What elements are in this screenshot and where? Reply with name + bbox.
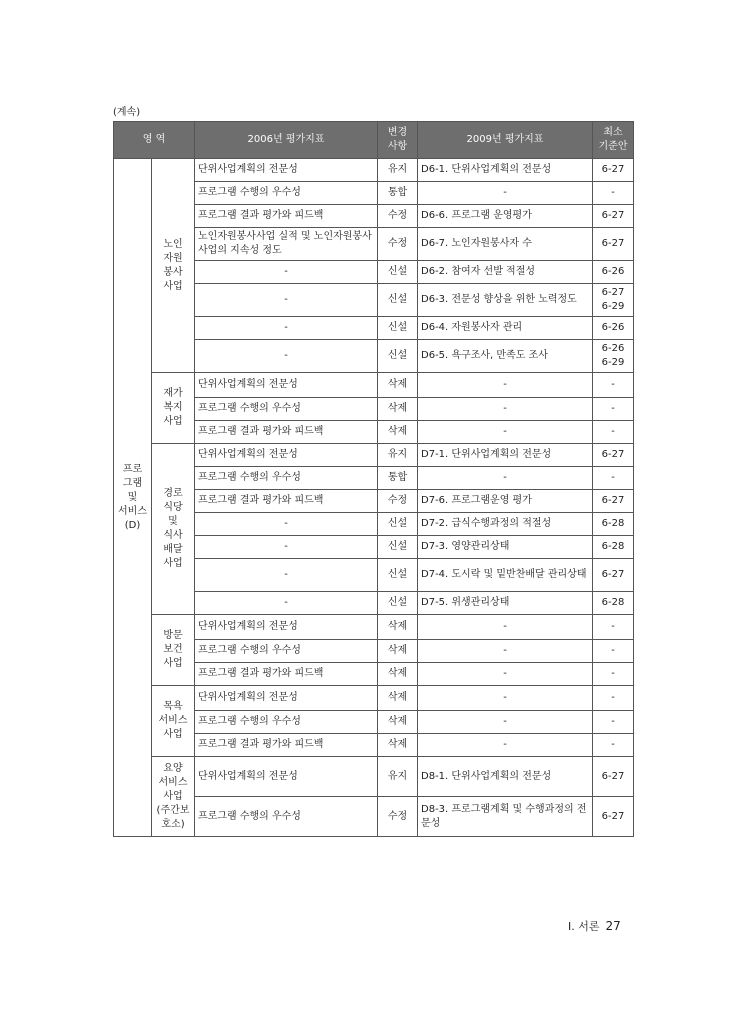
change-cell: 삭제: [378, 615, 418, 640]
sub-area-cell: 요양 서비스 사업 (주간보 호소): [152, 757, 195, 837]
min-standard-cell: -: [593, 398, 634, 421]
header-min: 최소 기준안: [593, 122, 634, 159]
indicator-2009-cell: D8-1. 단위사업계획의 전문성: [418, 757, 593, 797]
indicator-2006-cell: -: [195, 317, 378, 340]
change-cell: 수정: [378, 205, 418, 228]
indicator-2009-cell: D7-6. 프로그램운영 평가: [418, 490, 593, 513]
min-standard-cell: 6-27: [593, 159, 634, 182]
page-number: 27: [605, 919, 621, 933]
indicator-2006-cell: -: [195, 340, 378, 373]
indicator-2009-cell: -: [418, 467, 593, 490]
change-cell: 신설: [378, 284, 418, 317]
table-row: [114, 159, 634, 182]
indicator-2006-cell: 프로그램 결과 평가와 피드백: [195, 421, 378, 444]
indicator-2009-cell: -: [418, 734, 593, 757]
table-row: [114, 615, 634, 640]
indicator-2009-cell: D7-1. 단위사업계획의 전문성: [418, 444, 593, 467]
change-cell: 통합: [378, 182, 418, 205]
min-standard-cell: -: [593, 686, 634, 711]
table-body: [114, 159, 634, 837]
indicator-2006-cell: 단위사업계획의 전문성: [195, 686, 378, 711]
change-cell: 신설: [378, 317, 418, 340]
change-cell: 수정: [378, 797, 418, 837]
header-2009: 2009년 평가지표: [418, 122, 593, 159]
change-cell: 신설: [378, 513, 418, 536]
page-footer: [568, 918, 621, 934]
min-standard-cell: 6-28: [593, 513, 634, 536]
indicator-2009-cell: -: [418, 663, 593, 686]
indicator-2009-cell: D6-2. 참여자 선발 적절성: [418, 261, 593, 284]
change-cell: 수정: [378, 490, 418, 513]
indicator-2009-cell: -: [418, 640, 593, 663]
min-standard-cell: 6-27: [593, 205, 634, 228]
indicator-2006-cell: 노인자원봉사사업 실적 및 노인자원봉사사업의 지속성 정도: [195, 228, 378, 261]
sub-area-cell: 노인 자원 봉사 사업: [152, 159, 195, 373]
change-cell: 유지: [378, 757, 418, 797]
min-standard-cell: -: [593, 373, 634, 398]
indicator-2009-cell: D8-3. 프로그램계획 및 수행과정의 전문성: [418, 797, 593, 837]
indicator-2006-cell: 단위사업계획의 전문성: [195, 615, 378, 640]
change-cell: 유지: [378, 444, 418, 467]
change-cell: 삭제: [378, 373, 418, 398]
indicator-2009-cell: D7-5. 위생관리상태: [418, 592, 593, 615]
indicator-2009-cell: -: [418, 182, 593, 205]
change-cell: 신설: [378, 261, 418, 284]
header-area: 영 역: [114, 122, 195, 159]
change-cell: 신설: [378, 536, 418, 559]
min-standard-cell: 6-27 6-29: [593, 284, 634, 317]
min-standard-cell: 6-28: [593, 592, 634, 615]
area-main-cell: 프로 그램 및 서비스 (D): [114, 159, 152, 837]
indicator-2006-cell: 단위사업계획의 전문성: [195, 159, 378, 182]
min-standard-cell: -: [593, 182, 634, 205]
sub-area-cell: 경로 식당 및 식사 배달 사업: [152, 444, 195, 615]
indicator-2009-cell: -: [418, 686, 593, 711]
min-standard-cell: 6-26 6-29: [593, 340, 634, 373]
header-2006: 2006년 평가지표: [195, 122, 378, 159]
min-standard-cell: -: [593, 711, 634, 734]
table-row: [114, 686, 634, 711]
sub-area-cell: 목욕 서비스 사업: [152, 686, 195, 757]
indicator-2006-cell: -: [195, 261, 378, 284]
min-standard-cell: 6-27: [593, 444, 634, 467]
indicator-2006-cell: 단위사업계획의 전문성: [195, 373, 378, 398]
change-cell: 유지: [378, 159, 418, 182]
change-cell: 신설: [378, 340, 418, 373]
indicator-2006-cell: 프로그램 결과 평가와 피드백: [195, 205, 378, 228]
indicator-2006-cell: 프로그램 수행의 우수성: [195, 182, 378, 205]
indicator-2009-cell: D6-6. 프로그램 운영평가: [418, 205, 593, 228]
indicator-2009-cell: D6-5. 욕구조사, 만족도 조사: [418, 340, 593, 373]
min-standard-cell: 6-28: [593, 536, 634, 559]
change-cell: 수정: [378, 228, 418, 261]
indicator-2009-cell: D6-4. 자원봉사자 관리: [418, 317, 593, 340]
min-standard-cell: 6-27: [593, 559, 634, 592]
evaluation-table: [113, 121, 634, 837]
indicator-2006-cell: 프로그램 결과 평가와 피드백: [195, 734, 378, 757]
min-standard-cell: -: [593, 467, 634, 490]
min-standard-cell: 6-27: [593, 797, 634, 837]
min-standard-cell: -: [593, 663, 634, 686]
indicator-2006-cell: 단위사업계획의 전문성: [195, 444, 378, 467]
indicator-2009-cell: D6-1. 단위사업계획의 전문성: [418, 159, 593, 182]
footer-section: Ⅰ. 서론: [568, 920, 600, 933]
indicator-2006-cell: -: [195, 284, 378, 317]
indicator-2009-cell: D6-3. 전문성 향상을 위한 노력정도: [418, 284, 593, 317]
table-row: [114, 757, 634, 797]
indicator-2006-cell: -: [195, 559, 378, 592]
indicator-2006-cell: 프로그램 수행의 우수성: [195, 398, 378, 421]
continued-label: (계속): [113, 107, 141, 118]
change-cell: 삭제: [378, 686, 418, 711]
indicator-2006-cell: 프로그램 수행의 우수성: [195, 797, 378, 837]
indicator-2006-cell: 프로그램 결과 평가와 피드백: [195, 490, 378, 513]
indicator-2009-cell: -: [418, 421, 593, 444]
min-standard-cell: -: [593, 615, 634, 640]
change-cell: 삭제: [378, 663, 418, 686]
indicator-2009-cell: -: [418, 615, 593, 640]
sub-area-cell: 재가 복지 사업: [152, 373, 195, 444]
change-cell: 삭제: [378, 734, 418, 757]
indicator-2009-cell: D7-3. 영양관리상태: [418, 536, 593, 559]
indicator-2009-cell: D7-4. 도시락 및 밑반찬배달 관리상태: [418, 559, 593, 592]
change-cell: 신설: [378, 592, 418, 615]
min-standard-cell: 6-27: [593, 228, 634, 261]
indicator-2006-cell: -: [195, 536, 378, 559]
change-cell: 삭제: [378, 640, 418, 663]
indicator-2006-cell: 프로그램 수행의 우수성: [195, 640, 378, 663]
indicator-2009-cell: D6-7. 노인자원봉사자 수: [418, 228, 593, 261]
min-standard-cell: -: [593, 640, 634, 663]
min-standard-cell: 6-26: [593, 317, 634, 340]
min-standard-cell: 6-26: [593, 261, 634, 284]
min-standard-cell: -: [593, 734, 634, 757]
table-row: [114, 444, 634, 467]
sub-area-cell: 방문 보건 사업: [152, 615, 195, 686]
change-cell: 통합: [378, 467, 418, 490]
indicator-2009-cell: -: [418, 711, 593, 734]
min-standard-cell: -: [593, 421, 634, 444]
indicator-2006-cell: 단위사업계획의 전문성: [195, 757, 378, 797]
min-standard-cell: 6-27: [593, 757, 634, 797]
min-standard-cell: 6-27: [593, 490, 634, 513]
change-cell: 삭제: [378, 421, 418, 444]
indicator-2009-cell: -: [418, 398, 593, 421]
indicator-2006-cell: 프로그램 수행의 우수성: [195, 711, 378, 734]
table-row: [114, 373, 634, 398]
change-cell: 삭제: [378, 711, 418, 734]
indicator-2006-cell: 프로그램 수행의 우수성: [195, 467, 378, 490]
change-cell: 신설: [378, 559, 418, 592]
change-cell: 삭제: [378, 398, 418, 421]
header-change: 변경 사항: [378, 122, 418, 159]
indicator-2009-cell: D7-2. 급식수행과정의 적절성: [418, 513, 593, 536]
indicator-2006-cell: 프로그램 결과 평가와 피드백: [195, 663, 378, 686]
indicator-2006-cell: -: [195, 592, 378, 615]
table-header-row: [114, 122, 634, 159]
indicator-2009-cell: -: [418, 373, 593, 398]
indicator-2006-cell: -: [195, 513, 378, 536]
